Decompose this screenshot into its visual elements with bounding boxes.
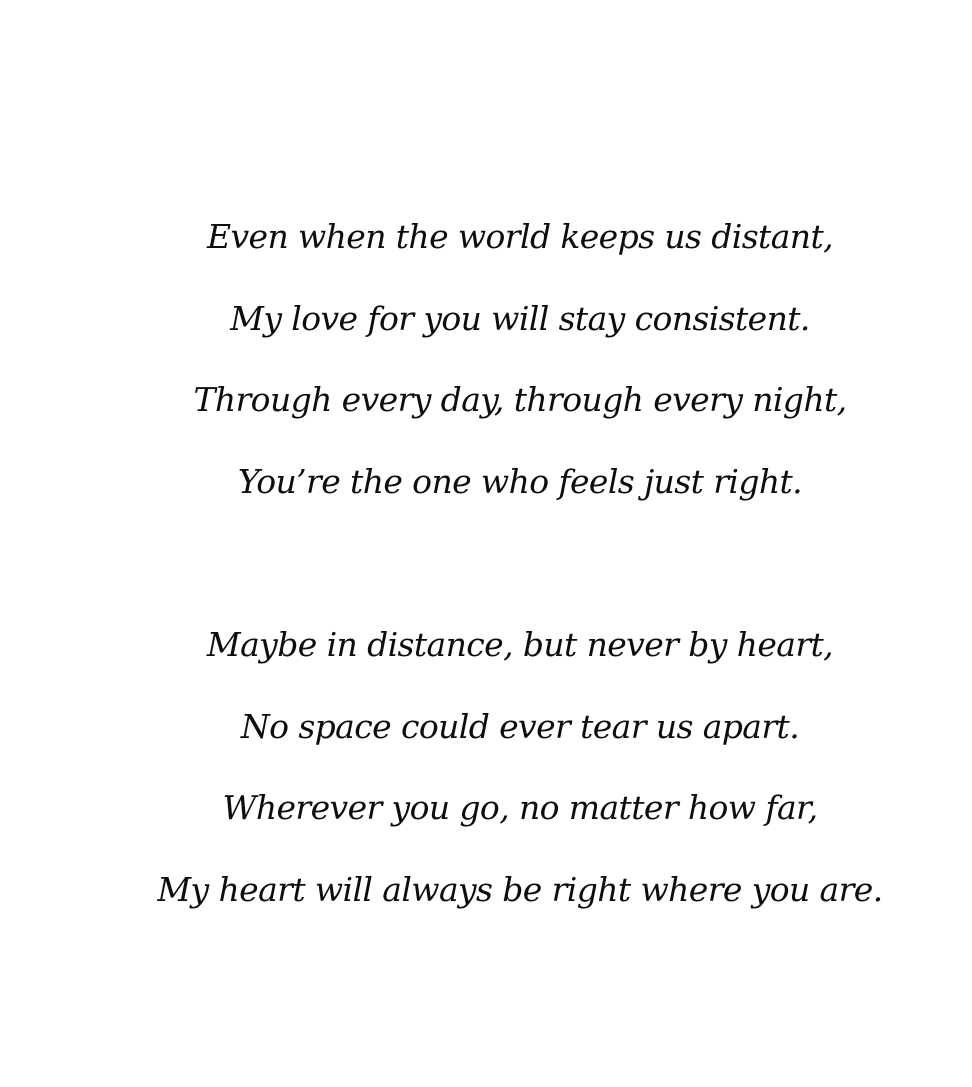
stanza-2 xyxy=(0,604,972,930)
stanza-1 xyxy=(0,196,972,522)
poem-line: Even when the world keeps us distant, xyxy=(206,217,833,256)
poem-line: No space could ever tear us apart. xyxy=(240,706,800,746)
poem-line: My love for you will stay consistent. xyxy=(230,298,810,338)
poem-line: Through every day, through every night, xyxy=(193,380,847,419)
poem-line: Wherever you go, no matter how far, xyxy=(222,788,818,827)
poem-line: My heart will always be right where you are. xyxy=(157,869,883,909)
poem-line: You’re the one who feels just right. xyxy=(237,461,803,501)
poem xyxy=(0,196,972,930)
poem-line: Maybe in distance, but never by heart, xyxy=(206,625,834,664)
